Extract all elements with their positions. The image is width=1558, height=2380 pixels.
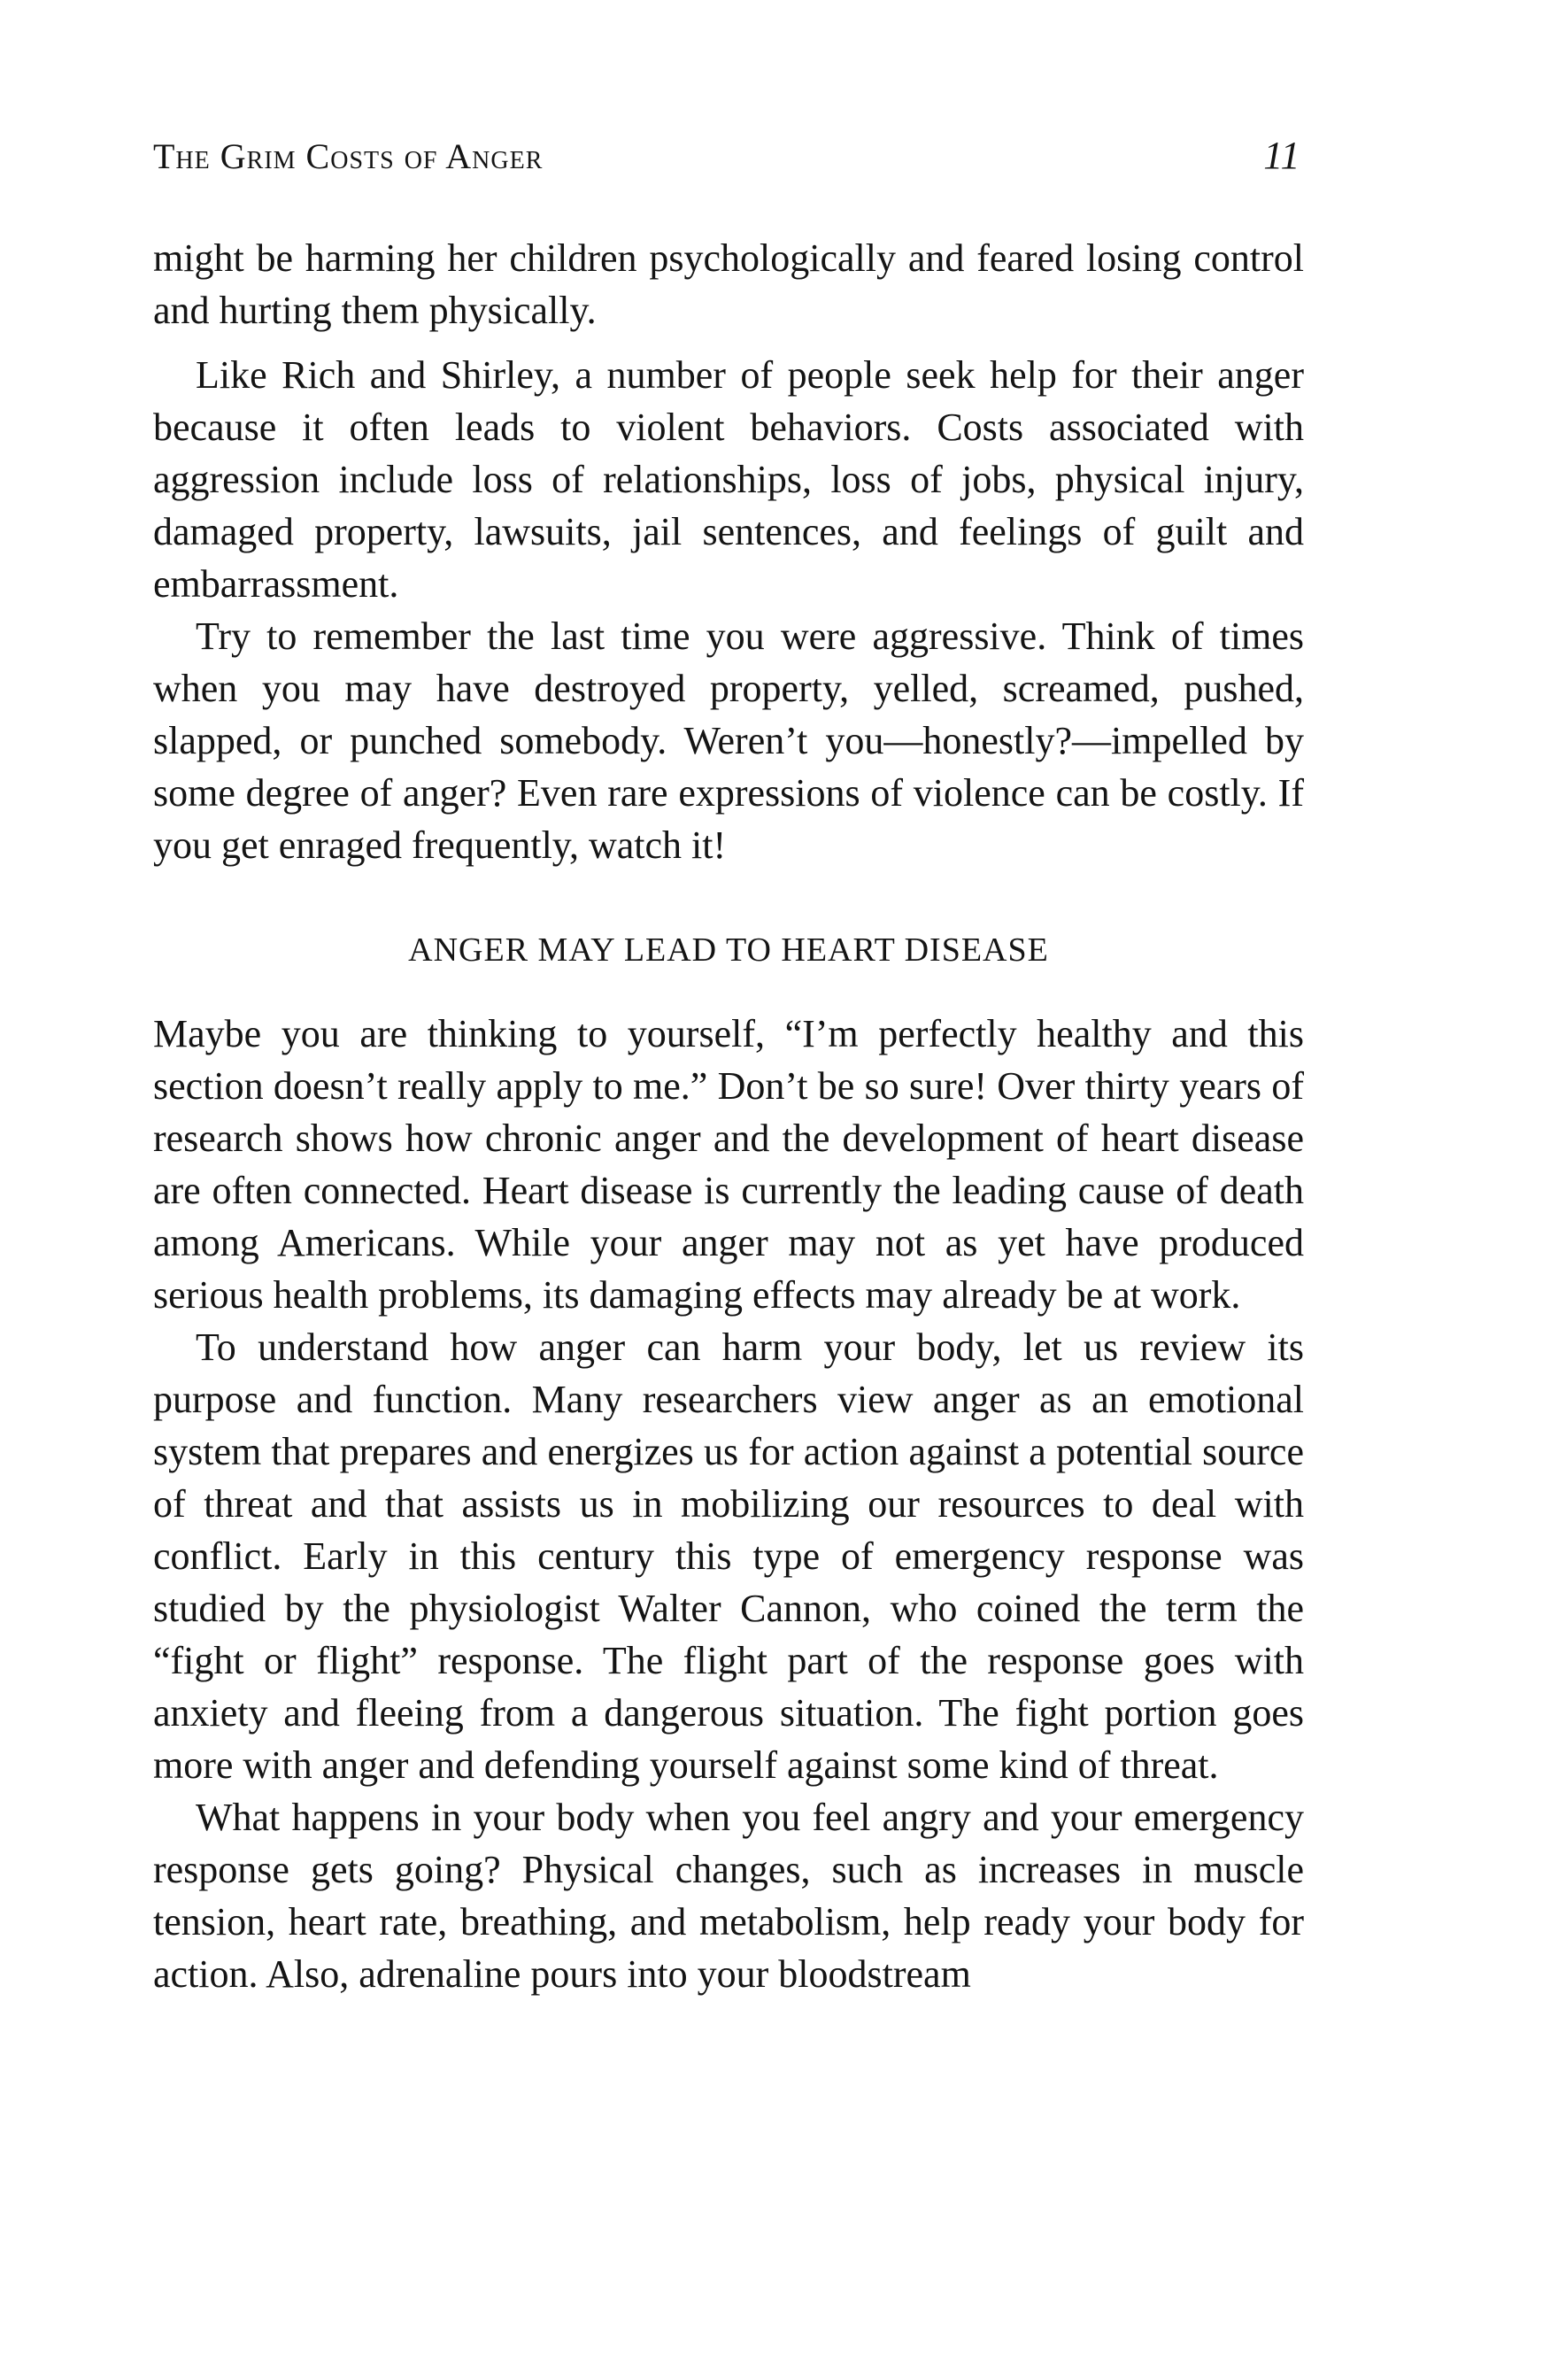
book-page [153,133,1304,2000]
page-number: 11 [1263,134,1300,177]
paragraph: Maybe you are thinking to yourself, “I’m perfectly healthy and this section doesn’t really apply to me.” Don’t be so sure! Over thirty years of research shows how chronic anger and the development of heart disease are often connected. Heart disease is currently the leading cause of death among Americans. While your anger may not as yet have produced serious health problems, its damaging effects may already be at work. [153,1012,1304,1317]
paragraph: What happens in your body when you feel angry and your emergency response gets going? Physical changes, such as increases in muscle tension, heart rate, breathing, and metabolism, help ready your body for action. Also, adrenaline pours into your bloodstream [153,1796,1304,1996]
running-header [153,133,1304,195]
paragraph: Like Rich and Shirley, a number of people seek help for their anger because it often leads to violent behaviors. Costs associated with aggression include loss of relationships, loss of jobs, physical injury, damaged property, lawsuits, jail sentences, and feelings of guilt and embarrassment. [153,353,1304,606]
body-text [153,232,1304,2000]
section-heading: ANGER MAY LEAD TO HEART DISEASE [408,931,1049,969]
paragraph: To understand how anger can harm your body, let us review its purpose and function. Many researchers view anger as an emotional system that prepares and energizes us for action against a potential source of threat and that assists us in mobilizing our resources to deal with conflict. Early in this century this type of emergency response was studied by the physiologist Walter Cannon, who coined the term the “fight or flight” response. The flight part of the response goes with anxiety and fleeing from a dangerous situation. The fight portion goes more with anger and defending yourself against some kind of threat. [153,1325,1304,1787]
running-title: The Grim Costs of Anger [153,136,544,176]
paragraph: Try to remember the last time you were aggressive. Think of times when you may have destroyed property, yelled, screamed, pushed, slapped, or punched somebody. Weren’t you—honestly?—impelled by some degree of anger? Even rare expressions of violence can be costly. If you get enraged frequently, watch it! [153,614,1304,867]
paragraph-continued: might be harming her children psychologically and feared losing control and hurting them physically. [153,236,1304,332]
